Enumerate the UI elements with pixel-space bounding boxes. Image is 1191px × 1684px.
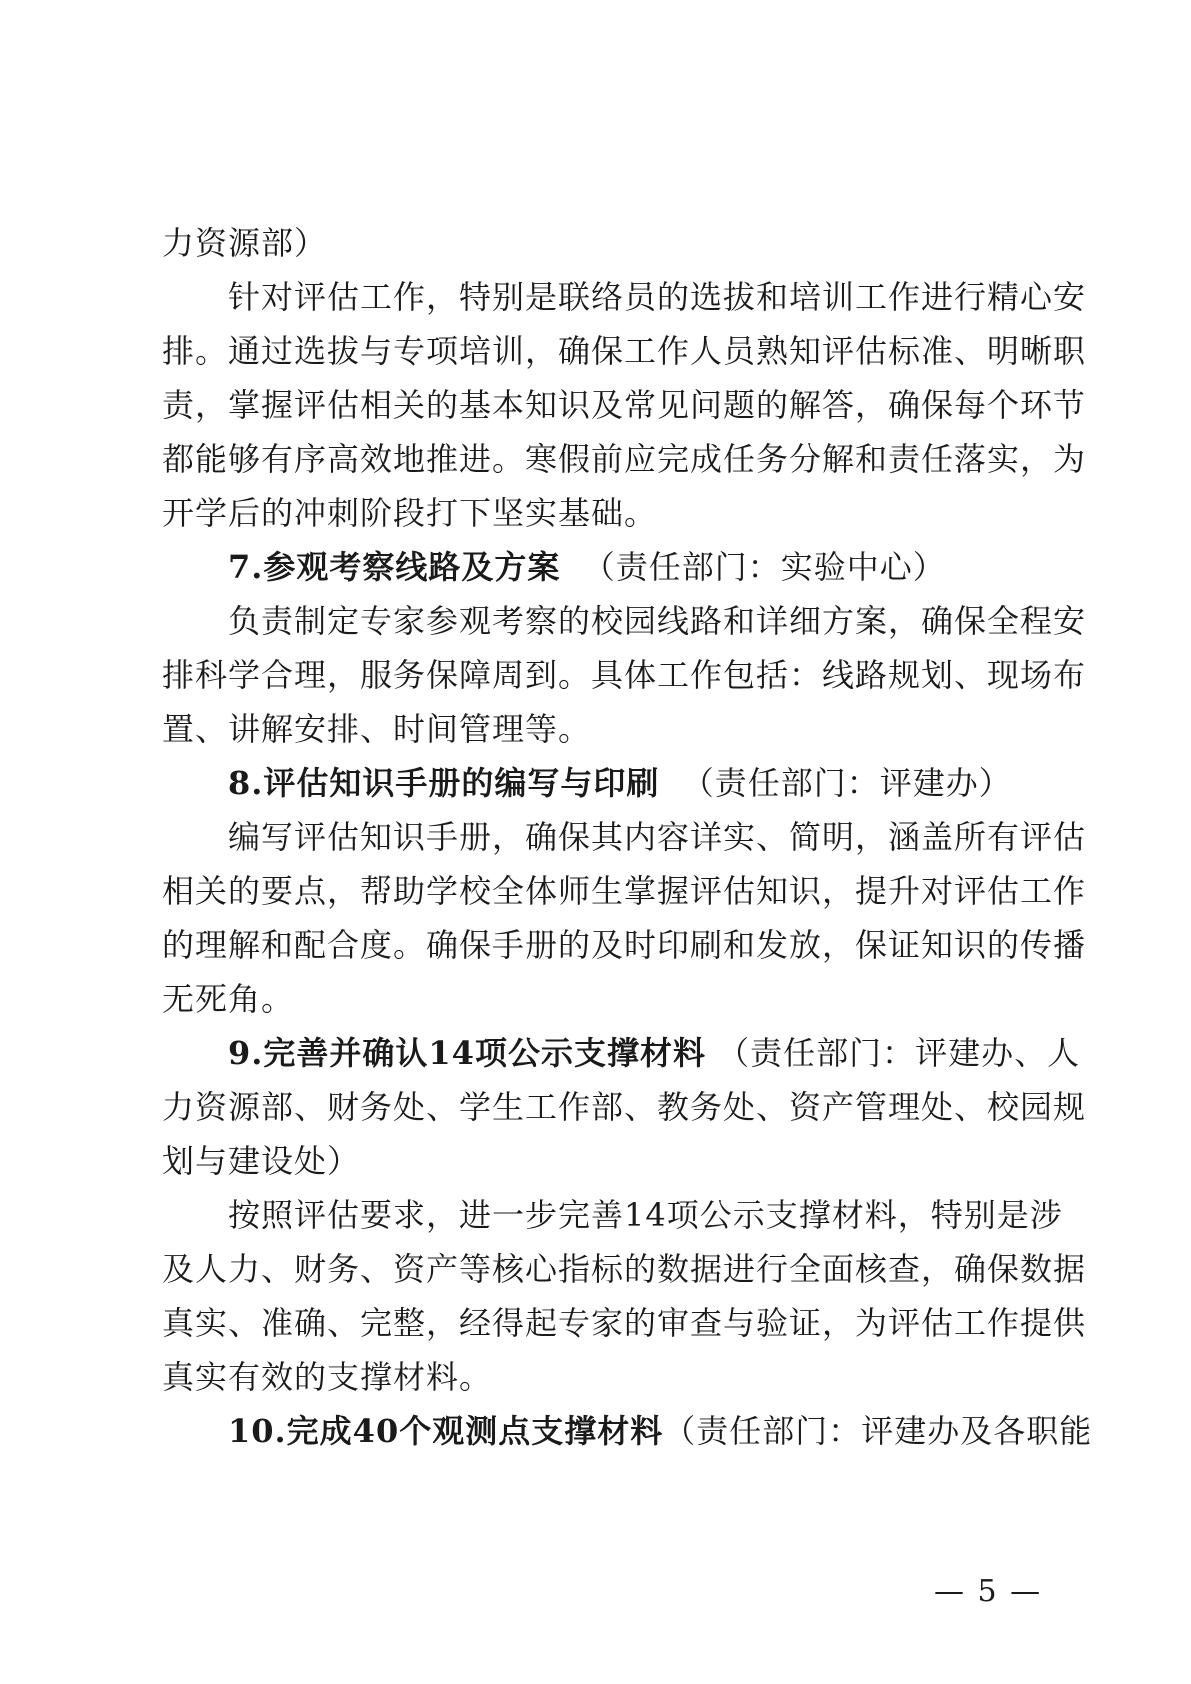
section-heading-title: 9.完善并确认14项公示支撑材料 (228, 1034, 706, 1072)
document-body (162, 216, 1093, 1458)
text-line: 排。通过选拔与专项培训，确保工作人员熟知评估标准、明晰职 (162, 332, 1087, 370)
text-line: 排科学合理，服务保障周到。具体工作包括：线路规划、现场布 (162, 656, 1087, 694)
section-heading-dept: （责任部门：评建办及各职能 (663, 1412, 1093, 1450)
text-line: 力资源部） (162, 224, 328, 262)
text-line: 开学后的冲刺阶段打下坚实基础。 (162, 494, 658, 532)
text-line: 按照评估要求，进一步完善14项公示支撑材料，特别是涉 (228, 1196, 1063, 1234)
section-heading-title: 8.评估知识手册的编写与印刷 (228, 764, 660, 802)
text-line: 责，掌握评估相关的基本知识及常见问题的解答，确保每个环节 (162, 386, 1087, 424)
section-heading-dept: （责任部门：实验中心） (582, 548, 946, 586)
text-line: 相关的要点，帮助学校全体师生掌握评估知识，提升对评估工作 (162, 872, 1087, 910)
text-line: 都能够有序高效地推进。寒假前应完成任务分解和责任落实，为 (162, 440, 1087, 478)
section-heading-dept: （责任部门：评建办） (681, 764, 1012, 802)
page-number: — 5 — (934, 1574, 1043, 1609)
text-line: 针对评估工作，特别是联络员的选拔和培训工作进行精心安 (228, 278, 1087, 316)
section-heading-9 (162, 1026, 1081, 1080)
text-line: 真实、准确、完整，经得起专家的审查与验证，为评估工作提供 (162, 1304, 1087, 1342)
section-heading-8 (162, 756, 1042, 810)
section-heading-dept: （责任部门：评建办、人 (717, 1034, 1081, 1072)
text-line: 划与建设处） (162, 1142, 361, 1180)
section-heading-title: 7.参观考察线路及方案 (228, 548, 561, 586)
text-line: 无死角。 (162, 980, 295, 1018)
text-line: 真实有效的支撑材料。 (162, 1358, 493, 1396)
section-heading-7 (162, 540, 1042, 594)
text-line: 负责制定专家参观考察的校园线路和详细方案，确保全程安 (228, 602, 1087, 640)
text-line: 的理解和配合度。确保手册的及时印刷和发放，保证知识的传播 (162, 926, 1087, 964)
text-line: 置、讲解安排、时间管理等。 (162, 710, 592, 748)
section-heading-title: 10.完成40个观测点支撑材料 (228, 1412, 664, 1450)
text-line: 及人力、财务、资产等核心指标的数据进行全面核查，确保数据 (162, 1250, 1087, 1288)
section-heading-10 (162, 1404, 1093, 1458)
text-line: 力资源部、财务处、学生工作部、教务处、资产管理处、校园规 (162, 1088, 1087, 1126)
text-line: 编写评估知识手册，确保其内容详实、简明，涵盖所有评估 (228, 818, 1087, 856)
